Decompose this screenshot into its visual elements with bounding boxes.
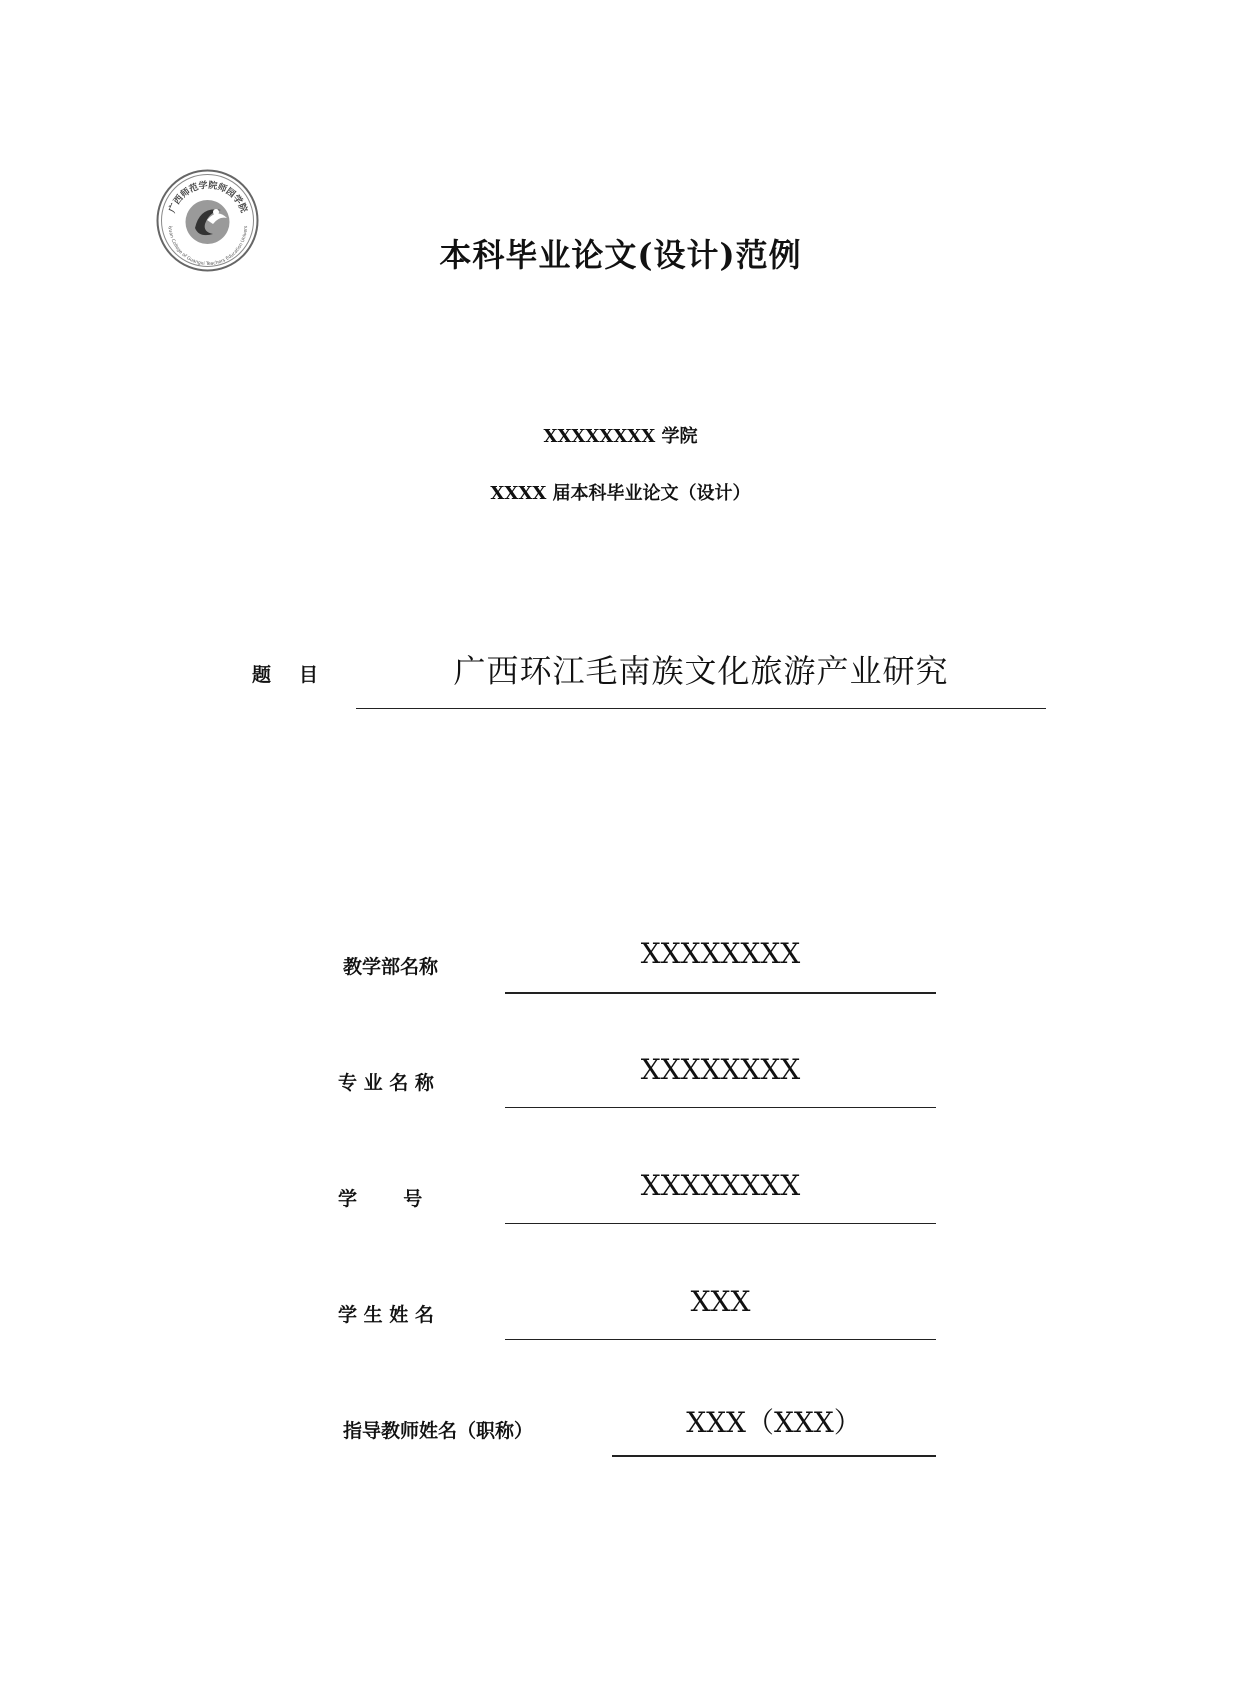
field-value-major: XXXXXXXX bbox=[640, 1053, 801, 1086]
document-title: 本科毕业论文(设计)范例 bbox=[439, 236, 802, 274]
field-value-student-name: XXX bbox=[690, 1285, 751, 1318]
field-label-department: 教学部名称 bbox=[343, 956, 439, 978]
field-underline-major bbox=[505, 1107, 936, 1108]
topic-value: 广西环江毛南族文化旅游产业研究 bbox=[453, 652, 949, 690]
field-label-student-name: 学 生 姓 名 bbox=[338, 1304, 434, 1326]
topic-label: 题目 bbox=[252, 664, 347, 686]
field-value-advisor: XXX（XXX） bbox=[686, 1406, 862, 1439]
field-label-student-id: 学 号 bbox=[338, 1188, 423, 1210]
seal-top-text: 广西师范学院师园学院 bbox=[167, 180, 249, 215]
field-underline-advisor bbox=[612, 1455, 936, 1457]
field-value-student-id: XXXXXXXX bbox=[640, 1169, 801, 1202]
field-value-department: XXXXXXXX bbox=[640, 937, 801, 970]
topic-underline bbox=[356, 708, 1046, 709]
session-line: XXXX 届本科毕业论文（设计） bbox=[490, 483, 751, 504]
field-label-advisor: 指导教师姓名（职称） bbox=[343, 1420, 534, 1442]
field-label-major: 专 业 名 称 bbox=[338, 1072, 434, 1094]
field-underline-student-name bbox=[505, 1339, 936, 1340]
institution-name: XXXXXXXX 学院 bbox=[543, 426, 698, 447]
field-underline-department bbox=[505, 992, 936, 994]
seal-bottom-text: iyuan College of Guangxi Teachers Education Univers bbox=[166, 225, 250, 268]
field-underline-student-id bbox=[505, 1223, 936, 1224]
